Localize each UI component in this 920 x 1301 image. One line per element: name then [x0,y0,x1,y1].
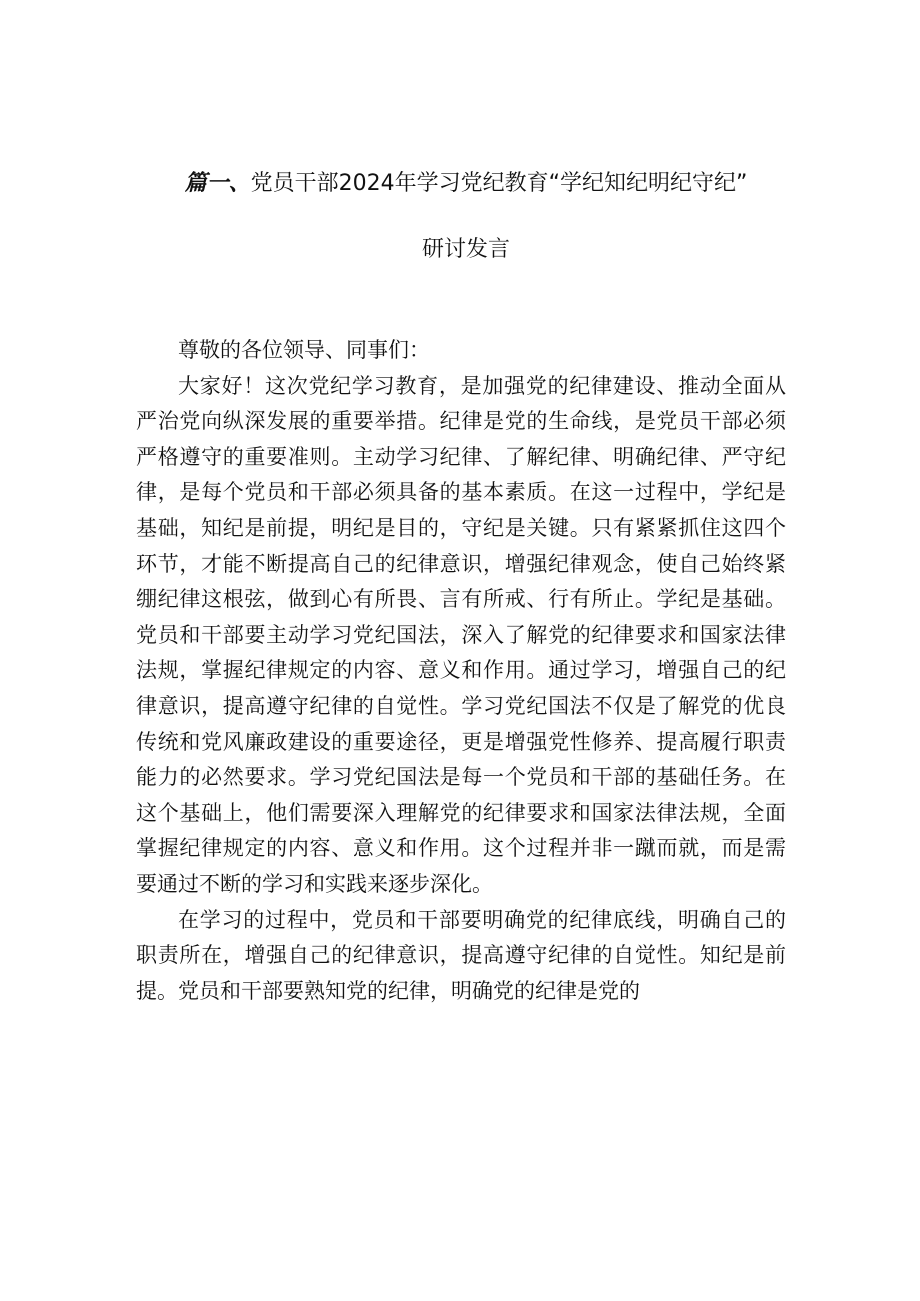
title-main: 党员干部2024年学习党纪教育“学纪知纪明纪守纪” [250,171,748,196]
document-title-continued: 研讨发言 [421,237,510,262]
document-title [136,166,796,197]
body-paragraph: 在学习的过程中，党员和干部要明确党的纪律底线，明确自己的职责所在，增强自己的纪律意识，提高遵守纪律的自觉性。知纪是前提。党员和干部要熟知党的纪律，明确党的纪律是党的 [136,907,786,1003]
title-prefix: 篇一、 [184,171,251,196]
body-paragraph: 大家好！这次党纪学习教育，是加强党的纪律建设、推动全面从严治党向纵深发展的重要举措。纪律是党的生命线，是党员干部必须严格遵守的重要准则。主动学习纪律、了解纪律、明确纪律、严守纪律，是每个党员和干部必须具备的基本素质。在这一过程中，学纪是基础，知纪是前提，明纪是目的，守纪是关键。只有紧紧抓住这四个环节，才能不断提高自己的纪律意识，增强纪律观念，使自己始终紧绷纪律这根弦，做到心有所畏、言有所戒、行有所止。学纪是基础。党员和干部要主动学习党纪国法，深入了解党的纪律要求和国家法律法规，掌握纪律规定的内容、意义和作用。通过学习，增强自己的纪律意识，提高遵守纪律的自觉性。学习党纪国法不仅是了解党的优良传统和党风廉政建设的重要途径，更是增强党性修养、提高履行职责能力的必然要求。学习党纪国法是每一个党员和干部的基础任务。在这个基础上，他们需要深入理解党的纪律要求和国家法律法规，全面掌握纪律规定的内容、意义和作用。这个过程并非一蹴而就，而是需要通过不断的学习和实践来逐步深化。 [136,373,786,896]
document-body [136,333,786,1009]
salutation: 尊敬的各位领导、同事们： [178,338,430,362]
